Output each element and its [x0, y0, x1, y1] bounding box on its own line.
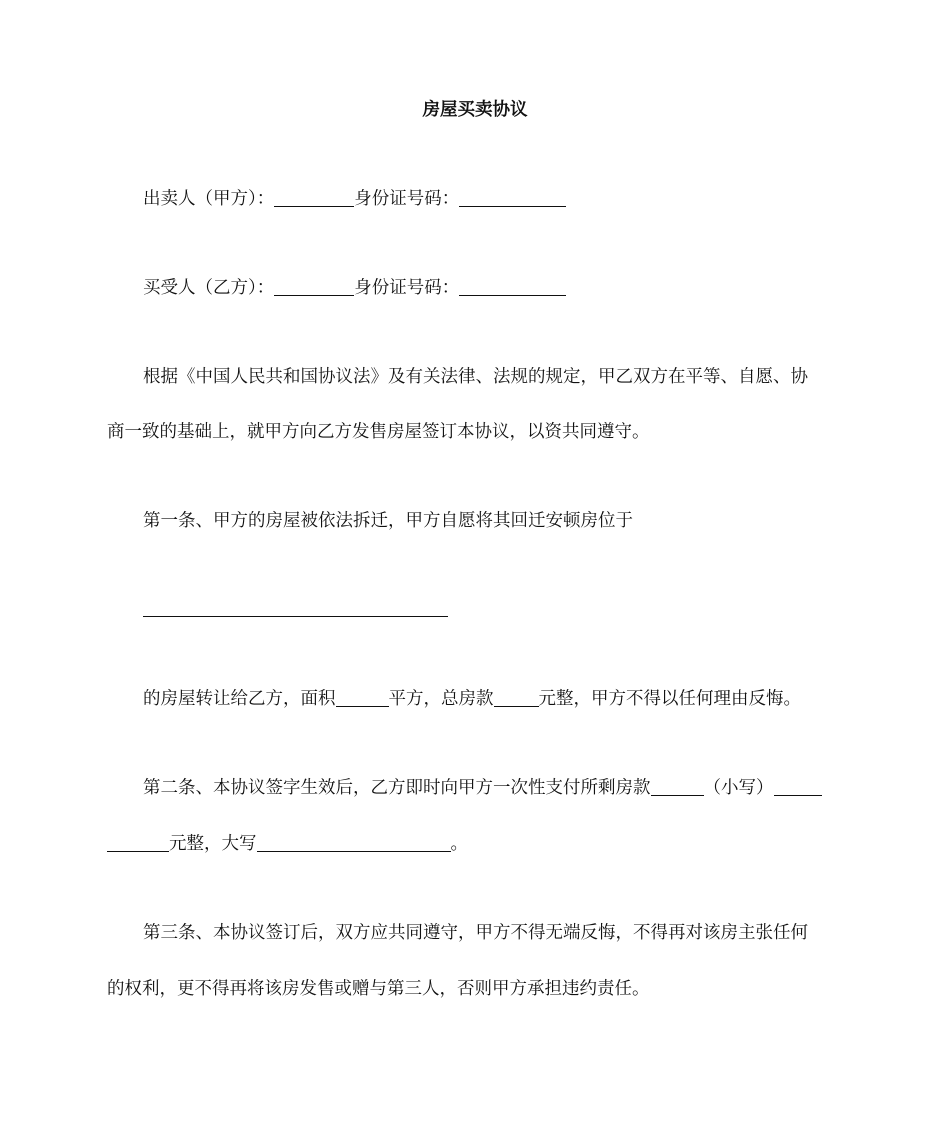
seller-label: 出卖人（甲方）： — [143, 189, 275, 209]
article1-line-2 — [143, 687, 847, 711]
article3-line-2: 的权利，更不得再将该房发售或赠与第三人，否则甲方承担违约责任。 — [107, 979, 650, 999]
article2-line-2 — [107, 832, 847, 856]
article1-line-1: 第一条、甲方的房屋被依法拆迁，甲方自愿将其回迁安顿房位于 — [143, 511, 633, 531]
amount-words-blank — [257, 833, 451, 852]
article1-text-a: 的房屋转让给乙方，面积 — [143, 689, 336, 709]
seller-name-blank — [274, 188, 354, 207]
total-price-blank — [494, 688, 539, 707]
preamble-line-2: 商一致的基础上，就甲方向乙方发售房屋签订本协议，以资共同遵守。 — [107, 422, 650, 442]
remaining-payment-blank — [651, 777, 704, 796]
article1-text-c: 元整，甲方不得以任何理由反悔。 — [538, 689, 801, 709]
article3-line-1: 第三条、本协议签订后，双方应共同遵守，甲方不得无端反悔，不得再对该房主张任何 — [143, 923, 808, 943]
amount-figures-blank-b — [107, 833, 169, 852]
article2-text-d: 。 — [450, 834, 468, 854]
buyer-line — [143, 276, 847, 300]
article2-text-b: （小写） — [703, 778, 774, 798]
article2-line-1 — [143, 776, 847, 800]
buyer-label: 买受人（乙方）： — [143, 278, 275, 298]
article1-text-b: 平方，总房款 — [388, 689, 494, 709]
buyer-id-label: 身份证号码： — [354, 278, 460, 298]
article2-text-a: 第二条、本协议签字生效后，乙方即时向甲方一次性支付所剩房款 — [143, 778, 651, 798]
preamble-line-1: 根据《中国人民共和国协议法》及有关法律、法规的规定，甲乙双方在平等、自愿、协 — [143, 367, 808, 387]
seller-id-label: 身份证号码： — [354, 189, 460, 209]
buyer-id-blank — [459, 277, 566, 296]
seller-id-blank — [459, 188, 566, 207]
seller-line — [143, 187, 847, 211]
article1-location-blank — [143, 616, 448, 617]
area-blank — [336, 688, 389, 707]
amount-figures-blank-a — [774, 777, 822, 796]
buyer-name-blank — [274, 277, 354, 296]
document-title: 房屋买卖协议 — [422, 100, 528, 120]
article2-text-c: 元整，大写 — [169, 834, 257, 854]
